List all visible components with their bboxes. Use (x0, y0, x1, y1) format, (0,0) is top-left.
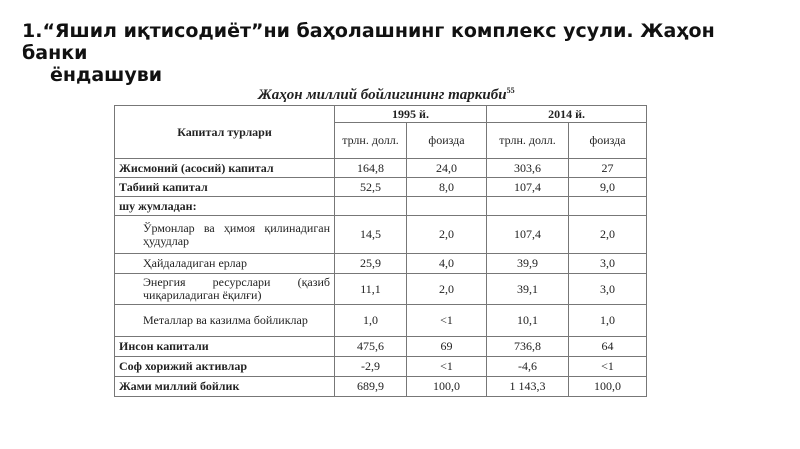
cell-value: 2,0 (407, 274, 487, 305)
table-row (115, 377, 647, 397)
cell-value: 4,0 (407, 254, 487, 274)
row-label: Жами миллий бойлик (115, 377, 335, 397)
row-label: Ҳайдаладиган ерлар (115, 254, 335, 274)
cell-value: 100,0 (569, 377, 647, 397)
cell-value: 1,0 (569, 305, 647, 337)
table-row (115, 305, 647, 337)
row-label: шу жумладан: (115, 197, 335, 216)
row-label: Жисмоний (асосий) капитал (115, 159, 335, 178)
cell-value: 9,0 (569, 178, 647, 197)
cell-value: 475,6 (335, 337, 407, 357)
cell-value: 1 143,3 (487, 377, 569, 397)
heading-line-1: 1.“Яшил иқтисодиёт”ни баҳолашнинг комплекс усули. Жаҳон банки (22, 20, 715, 64)
table-row (115, 216, 647, 254)
cell-value (569, 197, 647, 216)
cell-value: 164,8 (335, 159, 407, 178)
cell-value: 8,0 (407, 178, 487, 197)
cell-value: 10,1 (487, 305, 569, 337)
header-year-2014: 2014 й. (487, 106, 647, 123)
cell-value: 24,0 (407, 159, 487, 178)
cell-value: 107,4 (487, 216, 569, 254)
cell-value (335, 197, 407, 216)
heading-line-2: ёндашуви (50, 64, 163, 86)
cell-value: 25,9 (335, 254, 407, 274)
row-label: Табиий капитал (115, 178, 335, 197)
table-row (115, 274, 647, 305)
wealth-composition-table (114, 105, 647, 397)
table-row (115, 254, 647, 274)
cell-value: 3,0 (569, 254, 647, 274)
row-label: Металлар ва казилма бойликлар (115, 305, 335, 337)
cell-value: <1 (407, 305, 487, 337)
table-row (115, 357, 647, 377)
cell-value: 2,0 (569, 216, 647, 254)
header-unit-trln-1995: трлн. долл. (335, 123, 407, 159)
header-year-1995: 1995 й. (335, 106, 487, 123)
caption-footnote: 55 (506, 86, 515, 95)
header-unit-trln-2014: трлн. долл. (487, 123, 569, 159)
row-label: Соф хорижий активлар (115, 357, 335, 377)
header-row-years (115, 106, 647, 123)
cell-value: 39,1 (487, 274, 569, 305)
row-label: Энергия ресурслари (қазиб чиқариладиган ёқилғи) (115, 274, 335, 305)
cell-value: 27 (569, 159, 647, 178)
cell-value: 11,1 (335, 274, 407, 305)
cell-value: -4,6 (487, 357, 569, 377)
slide-heading (22, 20, 782, 86)
cell-value: 1,0 (335, 305, 407, 337)
cell-value: <1 (407, 357, 487, 377)
table-row (115, 159, 647, 178)
cell-value: 52,5 (335, 178, 407, 197)
header-unit-pct-2014: фоизда (569, 123, 647, 159)
cell-value: <1 (569, 357, 647, 377)
row-label: Ўрмонлар ва ҳимоя қилинадиган ҳудудлар (115, 216, 335, 254)
cell-value: 736,8 (487, 337, 569, 357)
table-row (115, 197, 647, 216)
cell-value (487, 197, 569, 216)
table-row (115, 178, 647, 197)
cell-value: 107,4 (487, 178, 569, 197)
table-row (115, 337, 647, 357)
cell-value: 14,5 (335, 216, 407, 254)
table-caption-text: Жаҳон миллий бойлигининг таркиби (258, 87, 507, 103)
cell-value: 2,0 (407, 216, 487, 254)
row-label: Инсон капитали (115, 337, 335, 357)
header-unit-pct-1995: фоизда (407, 123, 487, 159)
table-caption (258, 86, 515, 104)
cell-value: 39,9 (487, 254, 569, 274)
cell-value: 3,0 (569, 274, 647, 305)
cell-value: 689,9 (335, 377, 407, 397)
header-capital-types: Капитал турлари (115, 106, 335, 159)
cell-value: 64 (569, 337, 647, 357)
cell-value: -2,9 (335, 357, 407, 377)
cell-value: 100,0 (407, 377, 487, 397)
cell-value: 69 (407, 337, 487, 357)
cell-value (407, 197, 487, 216)
cell-value: 303,6 (487, 159, 569, 178)
